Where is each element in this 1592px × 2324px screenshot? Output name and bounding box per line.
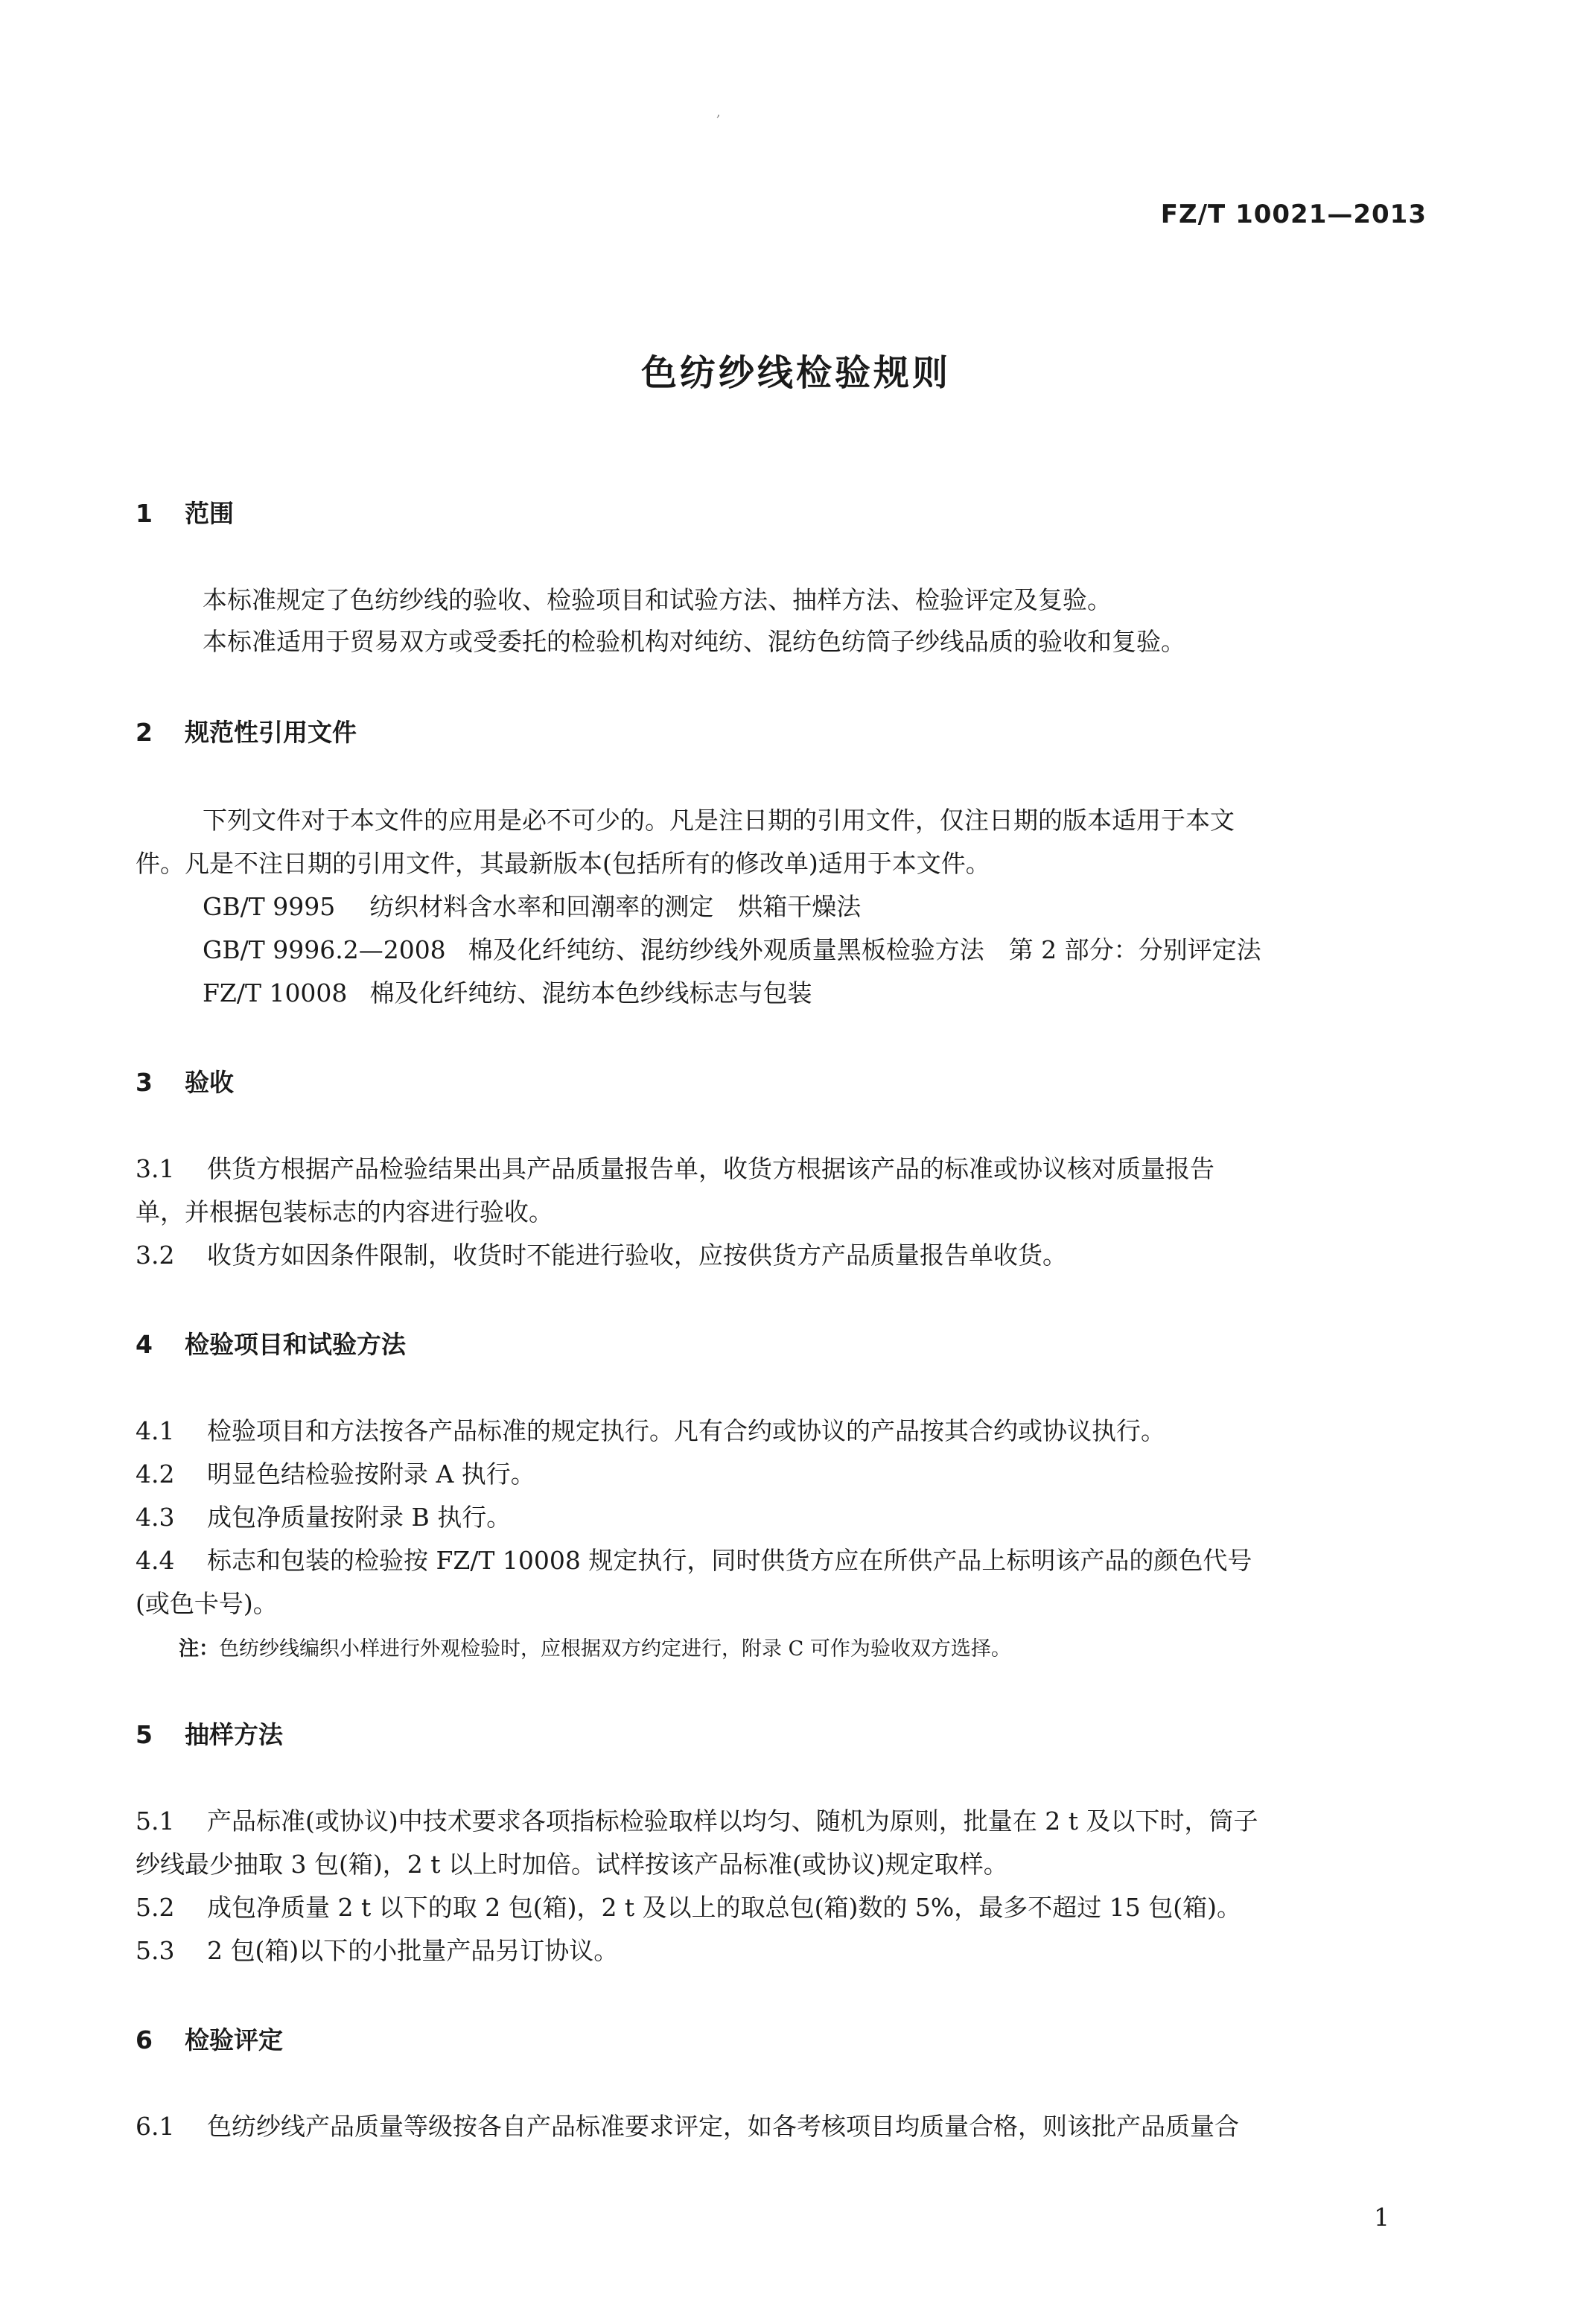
section-6-heading <box>136 2021 283 2056</box>
clause-text: 收货方如因条件限制，收货时不能进行验收，应按供货方产品质量报告单收货。 <box>207 1241 1067 1270</box>
page-number: 1 <box>1374 2203 1389 2232</box>
section-number: 5 <box>136 1720 153 1749</box>
clause-number: 3.1 <box>136 1154 175 1183</box>
section-3-heading <box>136 1063 234 1098</box>
clause-text: 产品标准(或协议)中技术要求各项指标检验取样以均匀、随机为原则，批量在 2 t 及以下时，筒子 <box>207 1806 1258 1836</box>
section-number: 3 <box>136 1068 153 1097</box>
section-2-heading <box>136 713 357 748</box>
section-title: 抽样方法 <box>185 1720 283 1749</box>
clause-text: 成包净质量按附录 B 执行。 <box>207 1503 512 1532</box>
section-1-heading <box>136 494 234 529</box>
section-title: 检验评定 <box>185 2025 283 2054</box>
clause-number: 5.2 <box>136 1893 175 1922</box>
clause-5-2 <box>136 1888 1241 1923</box>
clause-number: 4.4 <box>136 1546 175 1575</box>
reference-code: FZ/T 10008 <box>203 978 348 1007</box>
clause-4-1 <box>136 1412 1165 1447</box>
note-text: 色纺纱线编织小样进行外观检验时，应根据双方约定进行，附录 C 可作为验收双方选择。 <box>219 1637 1011 1661</box>
reference-code: GB/T 9995 <box>203 892 336 921</box>
clause-number: 4.3 <box>136 1503 175 1532</box>
clause-number: 4.2 <box>136 1459 175 1489</box>
section-title: 范围 <box>185 499 234 528</box>
section-number: 1 <box>136 499 153 528</box>
s2-paragraph-line-1: 下列文件对于本文件的应用是必不可少的。凡是注日期的引用文件，仅注日期的版本适用于本文 <box>203 806 1235 835</box>
clause-text: 供货方根据产品检验结果出具产品质量报告单，收货方根据该产品的标准或协议核对质量报告 <box>207 1154 1214 1183</box>
clause-4-4 <box>136 1541 1252 1576</box>
clause-number: 5.3 <box>136 1936 175 1965</box>
clause-3-2 <box>136 1236 1067 1271</box>
normative-reference <box>203 888 861 923</box>
reference-name: 纺织材料含水率和回潮率的测定 烘箱干燥法 <box>369 892 862 921</box>
section-5-heading <box>136 1716 283 1751</box>
clause-text: 2 包(箱)以下的小批量产品另订协议。 <box>207 1936 619 1965</box>
standard-number: FZ/T 10021—2013 <box>1160 200 1427 229</box>
section-title: 规范性引用文件 <box>185 718 357 747</box>
clause-text: 标志和包装的检验按 FZ/T 10008 规定执行，同时供货方应在所供产品上标明该产品的颜色代号 <box>207 1546 1252 1575</box>
reference-code: GB/T 9996.2—2008 <box>203 935 446 964</box>
clause-5-1-continued: 纱线最少抽取 3 包(箱)，2 t 以上时加倍。试样按该产品标准(或协议)规定取样。 <box>136 1850 1008 1879</box>
clause-number: 5.1 <box>136 1806 175 1836</box>
clause-4-2 <box>136 1455 535 1490</box>
section-number: 4 <box>136 1330 153 1359</box>
normative-reference <box>203 974 812 1009</box>
s2-paragraph-line-2: 件。凡是不注日期的引用文件，其最新版本(包括所有的修改单)适用于本文件。 <box>136 849 990 878</box>
clause-4-4-continued: (或色卡号)。 <box>136 1589 278 1618</box>
section-number: 6 <box>136 2025 153 2054</box>
clause-3-1-continued: 单，并根据包装标志的内容进行验收。 <box>136 1197 553 1226</box>
note-label: 注： <box>179 1637 219 1661</box>
clause-number: 4.1 <box>136 1416 175 1445</box>
clause-4-3 <box>136 1498 511 1533</box>
section-number: 2 <box>136 718 153 747</box>
section-4-heading <box>136 1325 406 1360</box>
clause-number: 6.1 <box>136 2112 175 2141</box>
normative-reference <box>203 931 1261 966</box>
clause-text: 明显色结检验按附录 A 执行。 <box>207 1459 535 1489</box>
section-title: 检验项目和试验方法 <box>185 1330 406 1359</box>
reference-name: 棉及化纤纯纺、混纺本色纱线标志与包装 <box>369 978 812 1007</box>
clause-5-1 <box>136 1802 1258 1837</box>
note <box>179 1632 1011 1661</box>
scan-mark: , <box>716 104 721 120</box>
s1-paragraph-1: 本标准规定了色纺纱线的验收、检验项目和试验方法、抽样方法、检验评定及复验。 <box>203 585 1112 614</box>
clause-text: 成包净质量 2 t 以下的取 2 包(箱)，2 t 及以上的取总包(箱)数的 5%，最多不超过 15 包(箱)。 <box>207 1893 1241 1922</box>
clause-5-3 <box>136 1932 618 1967</box>
s1-paragraph-2: 本标准适用于贸易双方或受委托的检验机构对纯纺、混纺色纺筒子纱线品质的验收和复验。 <box>203 627 1185 656</box>
clause-text: 色纺纱线产品质量等级按各自产品标准要求评定，如各考核项目均质量合格，则该批产品质量合 <box>207 2112 1239 2141</box>
clause-text: 检验项目和方法按各产品标准的规定执行。凡有合约或协议的产品按其合约或协议执行。 <box>207 1416 1165 1445</box>
section-title: 验收 <box>185 1068 234 1097</box>
reference-name: 棉及化纤纯纺、混纺纱线外观质量黑板检验方法 第 2 部分：分别评定法 <box>468 935 1261 964</box>
clause-number: 3.2 <box>136 1241 175 1270</box>
clause-6-1 <box>136 2107 1239 2142</box>
document-title: 色纺纱线检验规则 <box>640 352 951 394</box>
clause-3-1 <box>136 1150 1214 1185</box>
